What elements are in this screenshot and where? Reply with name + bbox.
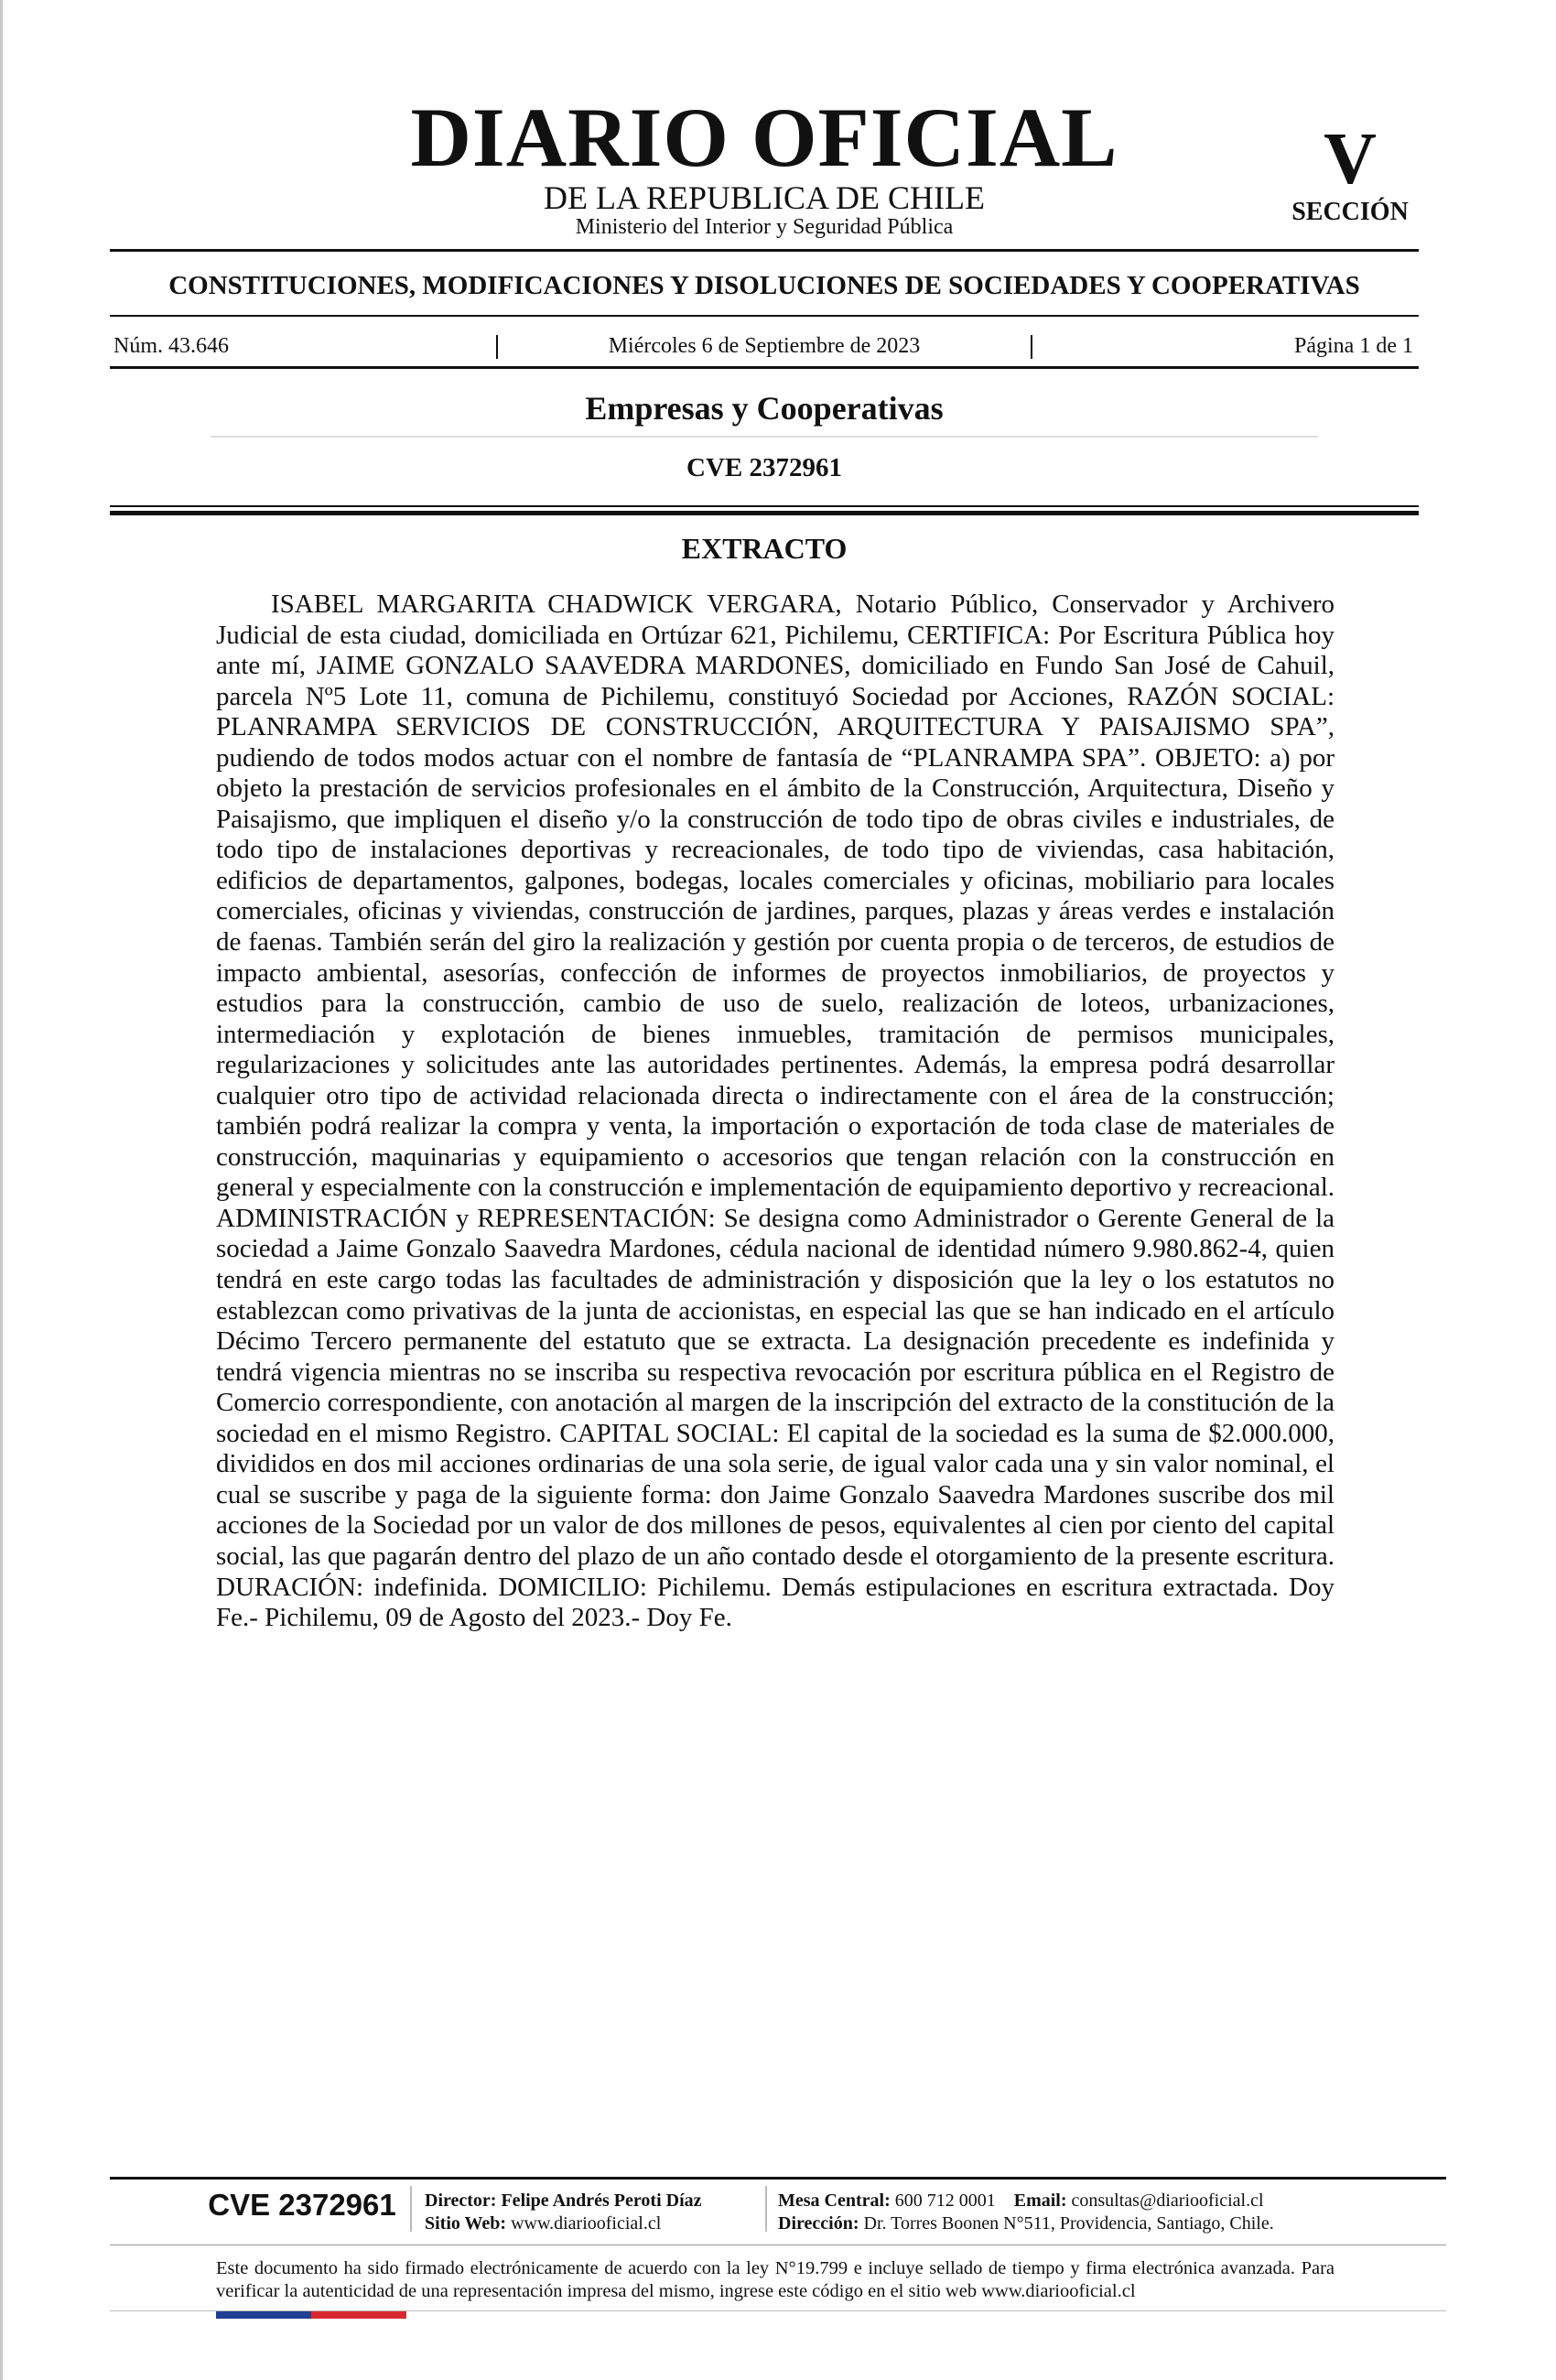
email-link[interactable]: consultas@diariooficial.cl [1071,2191,1264,2211]
flag-stripe-red [311,2310,406,2319]
mesa-label: Mesa Central: [778,2191,891,2211]
footer-cve-code: CVE 2372961 [208,2188,396,2222]
footer-rule-top [110,2177,1446,2180]
header-rule-mid [110,315,1419,317]
footer-rule-bottom [110,2310,1446,2311]
extract-title: EXTRACTO [681,532,848,565]
website-label: Sitio Web: [425,2213,507,2234]
section-word: SECCIÓN [1291,198,1409,226]
double-rule-top [110,505,1419,507]
director-value: Felipe Andrés Peroti Díaz [501,2191,702,2211]
header-rule-bottom [110,366,1419,369]
mesa-value: 600 712 0001 [894,2191,996,2211]
meta-separator [1031,335,1032,359]
footer-separator [765,2186,767,2232]
section-letter: V [1324,119,1377,200]
issue-number: Núm. 43.646 [113,334,229,358]
footer-contact-block [778,2190,1274,2235]
category-heading: CONSTITUCIONES, MODIFICACIONES Y DISOLUCIONES DE SOCIEDADES Y COOPERATIVAS [168,271,1360,300]
section-title: Empresas y Cooperativas [585,390,944,427]
footer-separator [410,2186,412,2232]
email-label: Email: [1013,2191,1067,2211]
header-rule-top [110,249,1419,252]
director-label: Director: [425,2191,497,2211]
issue-date: Miércoles 6 de Septiembre de 2023 [608,334,921,358]
masthead-ministry: Ministerio del Interior y Seguridad Pública [575,215,954,239]
masthead-subtitle: DE LA REPUBLICA DE CHILE [544,179,985,216]
section-divider [211,436,1318,438]
footer-director-block [425,2190,702,2235]
extract-body: ISABEL MARGARITA CHADWICK VERGARA, Notario Público, Conservador y Archivero Judicial de esta ciudad, domiciliada en Ortúzar 621, Pichilemu, CERTIFICA: Por Escritura Pública hoy ante mí, JAIME GONZALO SAAVEDRA MARDONES, domiciliado en Fundo San José de Cahuil, parcela Nº5 Lote 11, comuna de Pichilemu, constituyó Sociedad por Acciones, RAZÓN SOCIAL: PLANRAMPA SERVICIOS DE CONSTRUCCIÓN, ARQUITECTURA Y PAISAJISMO SPA”, pudiendo de todos modos actuar con el nombre de fantasía de “PLANRAMPA SPA”. OBJETO: a) por objeto la prestación de servicios profesionales en el ámbito de la Construcción, Arquitectura, Diseño y Paisajismo, que impliquen el diseño y/o la construcción de todo tipo de obras civiles e industriales, de todo tipo de instalaciones deportivas y recreacionales, de todo tipo de viviendas, casa habitación, edificios de departamentos, galpones, bodegas, locales comerciales y oficinas, mobiliario para locales comerciales, oficinas y viviendas, construcción de jardines, parques, plazas y áreas verdes e instalación de faenas. También serán del giro la realización y gestión por cuenta propia o de terceros, de estudios de impacto ambiental, asesorías, confección de informes de proyectos inmobiliarios, de proyectos y estudios para la construcción, cambio de uso de suelo, realización de loteos, urbanizaciones, intermediación y explotación de bienes inmuebles, tramitación de permisos municipales, regularizaciones y solicitudes ante las autoridades pertinentes. Además, la empresa podrá desarrollar cualquier otro tipo de actividad relacionada directa o indirectamente con el área de la construcción; también podrá realizar la compra y venta, la importación o exportación de toda clase de materiales de construcción, maquinarias y equipamiento o accesorios que tengan relación con la construcción en general y especialmente con la construcción e implementación de equipamiento deportivo y recreacional. ADMINISTRACIÓN y REPRESENTACIÓN: Se designa como Administrador o Gerente General de la sociedad a Jaime Gonzalo Saavedra Mardones, cédula nacional de identidad número 9.980.862-4, quien tendrá en este cargo todas las facultades de administración y disposición que la ley o los estatutos no establezcan como privativas de la junta de accionistas, en especial las que se han indicado en el artículo Décimo Tercero permanente del estatuto que se extracta. La designación precedente es indefinida y tendrá vigencia mientras no se inscriba su respectiva revocación por escritura pública en el Registro de Comercio correspondiente, con anotación al margen de la inscripción del extracto de la constitución de la sociedad en el mismo Registro. CAPITAL SOCIAL: El capital de la sociedad es la suma de $2.000.000, divididos en dos mil acciones ordinarias de una sola serie, de igual valor cada una y sin valor nominal, el cual se suscribe y paga de la siguiente forma: don Jaime Gonzalo Saavedra Mardones suscribe dos mil acciones de la Sociedad por un valor de dos millones de pesos, equivalentes al cien por ciento del capital social, las que pagarán dentro del plazo de un año contado desde el otorgamiento de la presente escritura. DURACIÓN: indefinida. DOMICILIO: Pichilemu. Demás estipulaciones en escritura extractada. Doy Fe.- Pichilemu, 09 de Agosto del 2023.- Doy Fe. [216,590,1334,1633]
issue-meta-row [110,328,1419,364]
page-indicator: Página 1 de 1 [1294,334,1413,358]
address-value: Dr. Torres Boonen N°511, Providencia, Santiago, Chile. [863,2213,1274,2234]
masthead-title: DIARIO OFICIAL [410,91,1118,184]
double-rule-bottom [110,511,1419,515]
website-link[interactable]: www.diariooficial.cl [511,2213,662,2234]
signature-note: Este documento ha sido firmado electrónicamente de acuerdo con la ley N°19.799 e incluye sellado de tiempo y firma electrónica avanzada. Para verificar la autenticidad de una representación impresa del mismo, ingrese este código en el sitio web www.diariooficial.cl [216,2258,1334,2301]
flag-stripe-blue [216,2310,311,2319]
address-label: Dirección: [778,2213,859,2234]
cve-code: CVE 2372961 [686,453,842,482]
